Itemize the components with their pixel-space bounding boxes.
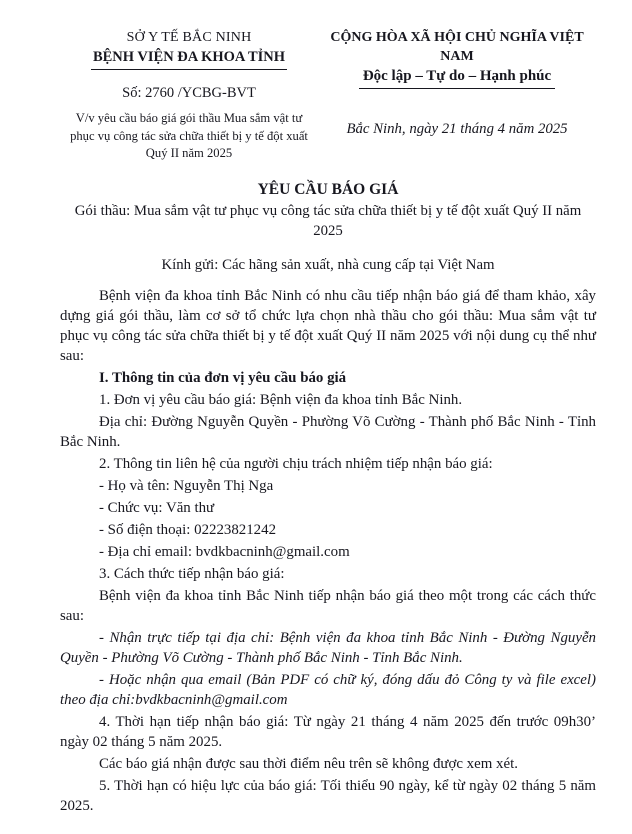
contact-name: - Họ và tên: Nguyễn Thị Nga [99, 477, 274, 494]
document-title: YÊU CẦU BÁO GIÁ [257, 180, 399, 198]
country-name: CỘNG HÒA XÃ HỘI CHỦ NGHĨA VIỆT NAM [330, 30, 584, 64]
contact-phone: - Số điện thoại: 02223821242 [99, 521, 277, 538]
tender-package-subtitle: Gói thầu: Mua sắm vật tư phục vụ công tác sửa chữa thiết bị y tế đột xuất Quý II năm 2025 [74, 202, 582, 239]
document-body [60, 286, 596, 816]
intro-paragraph: Bệnh viện đa khoa tỉnh Bắc Ninh có nhu cầu tiếp nhận báo giá để tham khảo, xây dựng giá gói thầu, làm cơ sở tổ chức lựa chọn nhà thầu cho gói thầu: Mua sắm vật tư phục vụ công tác sửa chữa thiết bị y tế đột xuất Quý II năm 2025 với nội dung cụ thể như sau: [60, 287, 596, 364]
issuer-org-name-text: BỆNH VIỆN ĐA KHOA TỈNH [91, 47, 287, 70]
salutation-line: Kính gửi: Các hãng sản xuất, nhà cung cấp tại Việt Nam [161, 256, 495, 273]
national-motto [318, 66, 596, 89]
issuer-org-name [60, 47, 318, 70]
method-direct-delivery: - Nhận trực tiếp tại địa chỉ: Bệnh viện đa khoa tỉnh Bắc Ninh - Đường Nguyễn Quyền - Phường Võ Cường - Thành phố Bắc Ninh - Tỉnh Bắc Ninh. [60, 629, 596, 666]
item-2-contact-info: 2. Thông tin liên hệ của người chịu trách nhiệm tiếp nhận báo giá: [99, 455, 493, 472]
item-5-validity: 5. Thời hạn có hiệu lực của báo giá: Tối thiểu 90 ngày, kể từ ngày 02 tháng 5 năm 2025. [60, 777, 596, 814]
method-email-delivery: - Hoặc nhận qua email (Bản PDF có chữ ký, đóng dấu đỏ Công ty và file excel) theo địa chỉ:bvdkbacninh@gmail.com [60, 671, 596, 708]
contact-position: - Chức vụ: Văn thư [99, 499, 215, 516]
document-header [60, 28, 596, 163]
item-1-requesting-unit: 1. Đơn vị yêu cầu báo giá: Bệnh viện đa khoa tỉnh Bắc Ninh. [99, 391, 463, 408]
national-header-block [318, 28, 596, 139]
late-quote-note: Các báo giá nhận được sau thời điểm nêu trên sẽ không được xem xét. [99, 755, 518, 772]
doc-subject: V/v yêu cầu báo giá gói thầu Mua sắm vật tư phục vụ công tác sửa chữa thiết bị y tế đột xuất Quý II năm 2025 [70, 111, 308, 160]
doc-number: Số: 2760 /YCBG-BVT [122, 85, 256, 101]
issuer-block [60, 28, 318, 163]
contact-email: - Địa chỉ email: bvdkbacninh@gmail.com [99, 543, 350, 560]
place-date-line: Bắc Ninh, ngày 21 tháng 4 năm 2025 [346, 121, 568, 137]
unit-address: Địa chỉ: Đường Nguyễn Quyền - Phường Võ Cường - Thành phố Bắc Ninh - Tỉnh Bắc Ninh. [60, 413, 596, 450]
national-motto-text: Độc lập – Tự do – Hạnh phúc [359, 66, 555, 89]
item-3-reception-method: 3. Cách thức tiếp nhận báo giá: [99, 565, 285, 582]
reception-method-intro: Bệnh viện đa khoa tỉnh Bắc Ninh tiếp nhận báo giá theo một trong các cách thức sau: [60, 587, 596, 624]
section-heading-1: I. Thông tin của đơn vị yêu cầu báo giá [99, 369, 347, 386]
issuer-parent-org: SỞ Y TẾ BẮC NINH [126, 30, 252, 45]
item-4-deadline: 4. Thời hạn tiếp nhận báo giá: Từ ngày 21 tháng 4 năm 2025 đến trước 09h30’ ngày 02 tháng 5 năm 2025. [60, 713, 596, 750]
